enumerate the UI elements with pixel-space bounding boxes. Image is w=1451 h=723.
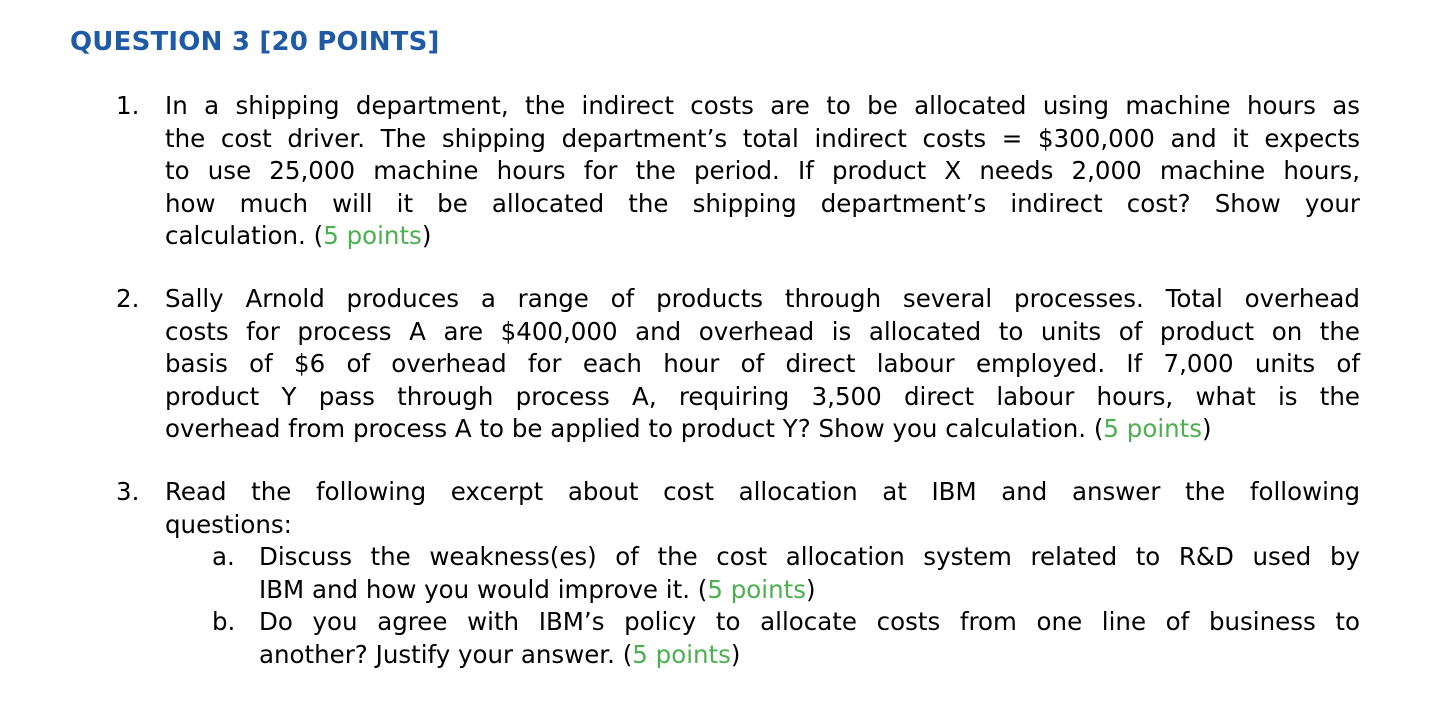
sub-question-text [259, 606, 1360, 671]
sub-question-line: Do you agree with IBM’s policy to allocate costs from one line of business to [259, 607, 1360, 636]
question-line-close: ) [1202, 414, 1212, 443]
question-line-close: ) [421, 221, 432, 250]
question-item-2 [116, 283, 1360, 446]
question-line: to use 25,000 machine hours for the period. If product X needs 2,000 machine hours, [165, 156, 1360, 185]
question-text [165, 476, 1360, 541]
sub-question-a [212, 541, 1360, 606]
question-number: 3. [116, 477, 140, 506]
points-label: 5 points [323, 221, 422, 250]
points-label: 5 points [707, 574, 806, 604]
question-number: 1. [116, 91, 140, 120]
sub-question-line: Discuss the weakness(es) of the cost allocation system related to R&D used by [259, 542, 1360, 571]
question-line: the cost driver. The shipping department’s total indirect costs = $300,000 and it expects [165, 123, 1360, 153]
question-item-1 [116, 90, 1360, 253]
points-label: 5 points [632, 639, 731, 669]
question-line: In a shipping department, the indirect costs are to be allocated using machine hours as [165, 91, 1360, 120]
sub-question-line-text: IBM and how you would improve it. ( [259, 574, 708, 604]
points-label: 5 points [1103, 414, 1203, 443]
question-line: product Y pass through process A, requiring 3,500 direct labour hours, what is the [165, 381, 1360, 411]
sub-question-letter: a. [212, 542, 235, 571]
sub-question-last-line [259, 574, 1360, 607]
question-line: basis of $6 of overhead for each hour of direct labour employed. If 7,000 units of [165, 349, 1360, 378]
question-heading: QUESTION 3 [20 POINTS] [70, 27, 440, 57]
question-line: Read the following excerpt about cost allocation at IBM and answer the following [165, 477, 1360, 506]
question-line: Sally Arnold produces a range of products through several processes. Total overhead [165, 284, 1360, 313]
sub-question-b [212, 606, 1360, 671]
sub-question-line-text: another? Justify your answer. ( [259, 639, 633, 669]
question-last-line: questions: [165, 509, 292, 539]
sub-question-text [259, 541, 1360, 606]
question-line-text: calculation. ( [165, 221, 324, 250]
sub-question-line-close: ) [805, 574, 816, 604]
question-item-3 [116, 476, 1360, 671]
question-last-line [165, 220, 1360, 253]
question-line: costs for process A are $400,000 and overhead is allocated to units of product on the [165, 316, 1360, 346]
sub-question-line-close: ) [730, 639, 741, 669]
sub-question-last-line [259, 639, 1360, 672]
question-line-text: overhead from process A to be applied to product Y? Show you calculation. ( [165, 414, 1104, 443]
question-text [165, 283, 1360, 446]
question-line: how much will it be allocated the shipping department’s indirect cost? Show your [165, 188, 1360, 218]
sub-question-letter: b. [212, 607, 236, 636]
question-number: 2. [116, 284, 140, 313]
question-last-line [165, 413, 1360, 446]
question-text [165, 90, 1360, 253]
